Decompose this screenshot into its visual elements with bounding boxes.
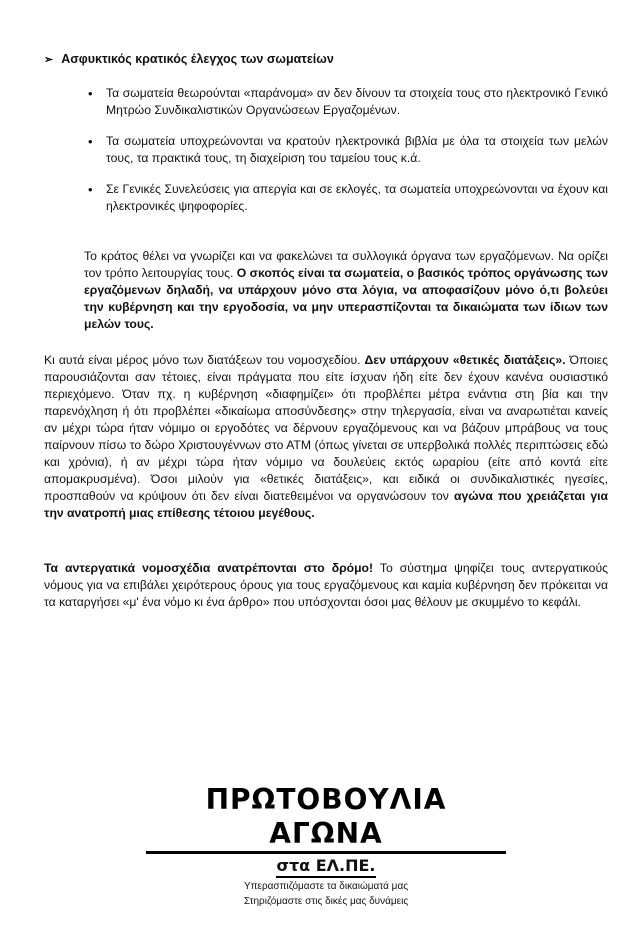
section-heading-text: Ασφυκτικός κρατικός έλεγχος των σωματείων <box>61 52 334 66</box>
paragraph-bold-text: Ο σκοπός είναι τα σωματεία, ο βασικός τρόπος οργάνωσης των εργαζόμενων δηλαδή, να υπάρχουν μόνο στα λόγια, να αποφασίζουν μόνο ό,τι βολεύει την κυβέρνηση και την εργοδοσία, να μην υπερασπίζονται τα δικαιώματα των ίδιων των μελών τους. <box>84 266 608 332</box>
arrow-bullet-icon: ➢ <box>44 53 54 66</box>
bullet-list <box>88 85 608 229</box>
section-heading <box>44 52 334 66</box>
paragraph-conclusion <box>44 560 608 611</box>
paragraph-state-control <box>84 248 608 333</box>
bullet-dot-icon: • <box>88 182 93 197</box>
logo-subtitle: στα ΕΛ.ΠΕ. <box>276 856 375 878</box>
slogan-line: Στηριζόμαστε στις δικές μας δυνάμεις <box>243 896 409 907</box>
bullet-dot-icon: • <box>88 134 93 149</box>
list-item <box>88 85 608 119</box>
paragraph-text: Το κράτος θέλει να γνωρίζει και να φακελώνει τα συλλογικά όργανα των εργαζόμενων. Να ορίζει τον τρόπο λειτουργίας τους. <box>84 249 608 281</box>
list-item-text: Τα σωματεία υποχρεώνονται να κρατούν ηλεκτρονικά βιβλία με όλα τα στοιχεία των μελών τους, τα πρακτικά τους, τη διαχείριση του ταμείου τους κ.ά. <box>106 134 608 165</box>
logo-title: ΠΡΩΤΟΒΟΥΛΙΑ ΑΓΩΝΑ <box>146 783 506 854</box>
bullet-dot-icon: • <box>88 86 93 101</box>
list-item <box>88 133 608 167</box>
paragraph-text: Όποιες παρουσιάζονται σαν τέτοιες, είναι πράγματα που είτε ίσχυαν ήδη είτε δεν έχουν κανένα ουσιαστικό περιεχόμενο. Όταν πχ. η κυβέρνηση «διαφημίζει» ότι προβλέπει μέτρα ενάντια στη βία και την παρενόχληση ή ότι προβλέπει «δικαίωμα αποσύνδεσης» στην τηλεργασία, είναι να αναρωτιέται κανείς αν μέχρι τώρα ήταν νόμιμο οι εργοδότες να δέρνουν εργαζόμενους και να βάζουν μπράβους να τους παίρνουν πίσω το δώρο Χριστουγέννων στο ΑΤΜ (όπως γίνεται σε υπερβολικά πολλές περιπτώσεις εδώ και χρόνια), ή αν μέχρι τώρα ήταν νόμιμο να δουλεύεις εκτός ωραρίου (είτε από κοντά είτε απομακρυσμένα). Όσοι μιλούν για «θετικές διατάξεις», και ειδικά οι συνδικαλιστικές ηγεσίες, προσπαθούν να κρύψουν ότι δεν είναι διατεθειμένοι να οργανώσουν τον <box>44 353 608 504</box>
list-item <box>88 181 608 215</box>
paragraph-bold-text: Δεν υπάρχουν «θετικές διατάξεις». <box>364 353 566 368</box>
paragraph-provisions <box>44 352 608 522</box>
organization-logo <box>146 783 506 908</box>
list-item-text: Σε Γενικές Συνελεύσεις για απεργία και σε εκλογές, τα σωματεία υποχρεώνονται να έχουν και ηλεκτρονικές ψηφοφορίες. <box>106 182 608 213</box>
paragraph-bold-text: αγώνα που χρειάζεται για την ανατροπή μιας επίθεσης τέτοιου μεγέθους. <box>44 489 608 521</box>
paragraph-bold-text: Τα αντεργατικά νομοσχέδια ανατρέπονται στο δρόμο! <box>44 561 374 576</box>
paragraph-text: Το σύστημα ψηφίζει τους αντεργατικούς νόμους για να επιβάλει χειρότερους όρους για τους εργαζόμενους και καμία κυβέρνηση δεν πρόκειται να τα καταργήσει «μ' ένα νόμο κι ένα άρθρο» που υπόσχονται όσοι μας θέλουν με σκυμμένο το κεφάλι. <box>44 561 608 610</box>
paragraph-text: Κι αυτά είναι μέρος μόνο των διατάξεων του νομοσχεδίου. <box>44 353 365 368</box>
slogan-line: Υπερασπιζόμαστε τα δικαιώματά μας <box>243 881 409 892</box>
list-item-text: Τα σωματεία θεωρούνται «παράνομα» αν δεν δίνουν τα στοιχεία τους στο ηλεκτρονικό Γενικό Μητρώο Συνδικαλιστικών Οργανώσεων Εργαζομένων. <box>106 86 608 117</box>
